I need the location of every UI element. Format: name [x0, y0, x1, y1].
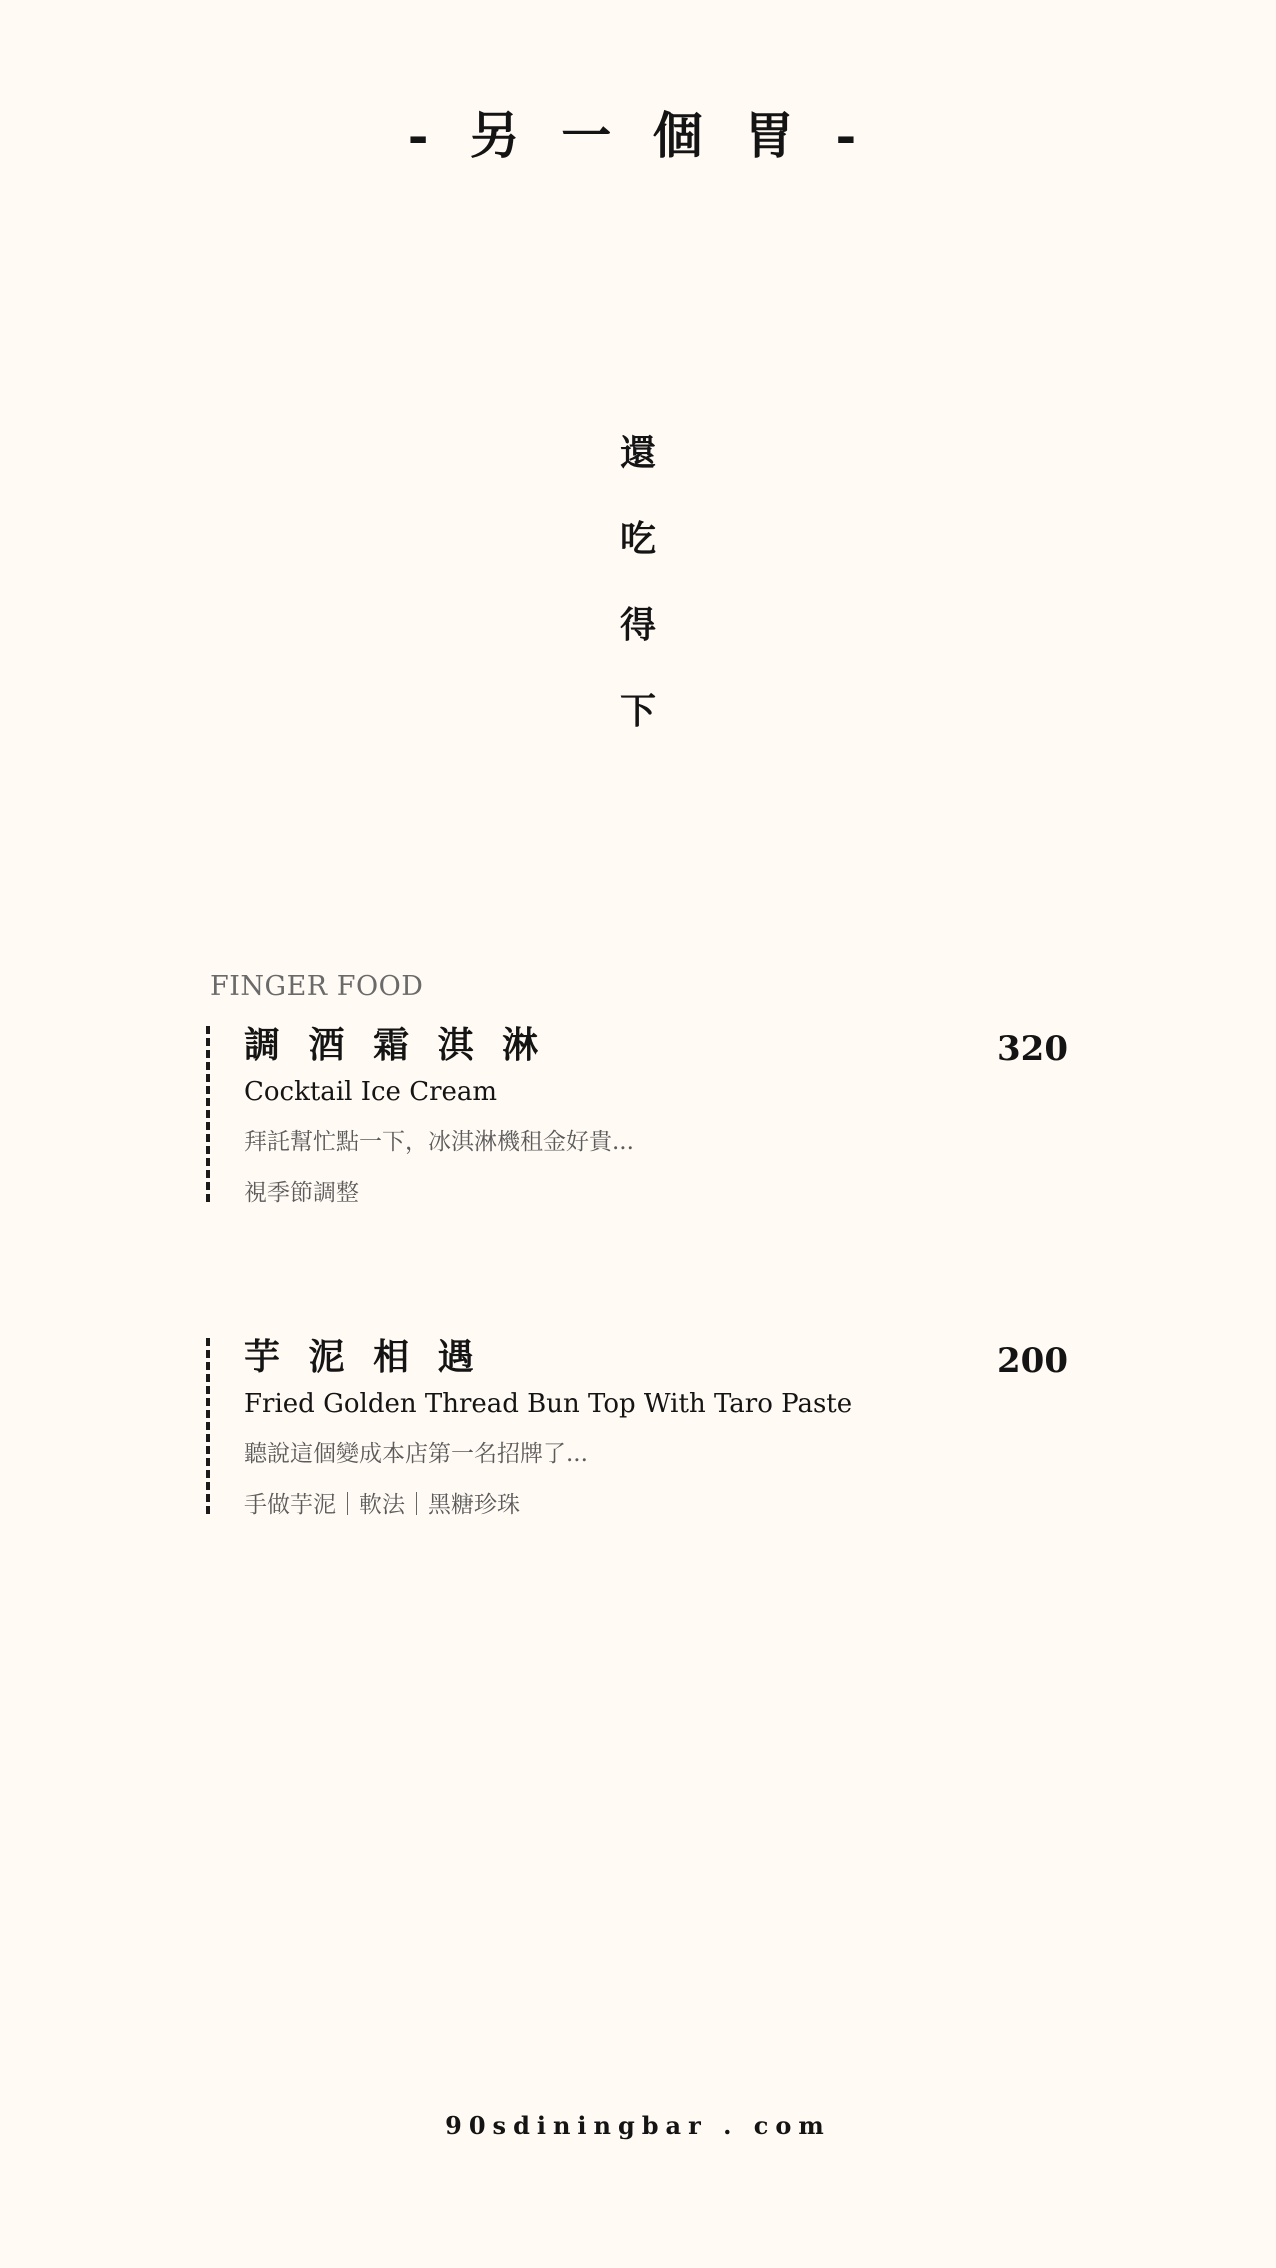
heading-char: 得 — [619, 604, 656, 646]
section-label-finger-food: FINGER FOOD — [210, 971, 424, 1002]
item-price: 320 — [997, 1029, 1068, 1069]
dashed-divider — [206, 1026, 210, 1202]
item-description: 聽說這個變成本店第一名招牌了... — [244, 1441, 588, 1467]
page-title: - 另 一 個 胃 - — [407, 106, 869, 165]
menu-item-taro-paste — [206, 1338, 1068, 1518]
vertical-heading — [588, 410, 688, 754]
item-note: 視季節調整 — [244, 1180, 359, 1206]
heading-char: 還 — [619, 432, 656, 474]
item-name: 調 酒 霜 淇 淋 — [244, 1024, 547, 1066]
item-english-name: Cocktail Ice Cream — [244, 1077, 498, 1107]
heading-char: 吃 — [619, 518, 656, 560]
item-description: 拜託幫忙點一下，冰淇淋機租金好貴... — [244, 1129, 634, 1155]
item-price: 200 — [997, 1341, 1068, 1381]
menu-item-cocktail-ice-cream — [206, 1026, 1068, 1206]
heading-char: 下 — [619, 690, 656, 732]
item-note: 手做芋泥｜軟法｜黑糖珍珠 — [244, 1492, 520, 1518]
item-english-name: Fried Golden Thread Bun Top With Taro Paste — [244, 1389, 853, 1419]
footer-website-url: 90sdiningbar . com — [445, 2111, 831, 2140]
dashed-divider — [206, 1338, 210, 1514]
item-name: 芋 泥 相 遇 — [244, 1336, 482, 1378]
